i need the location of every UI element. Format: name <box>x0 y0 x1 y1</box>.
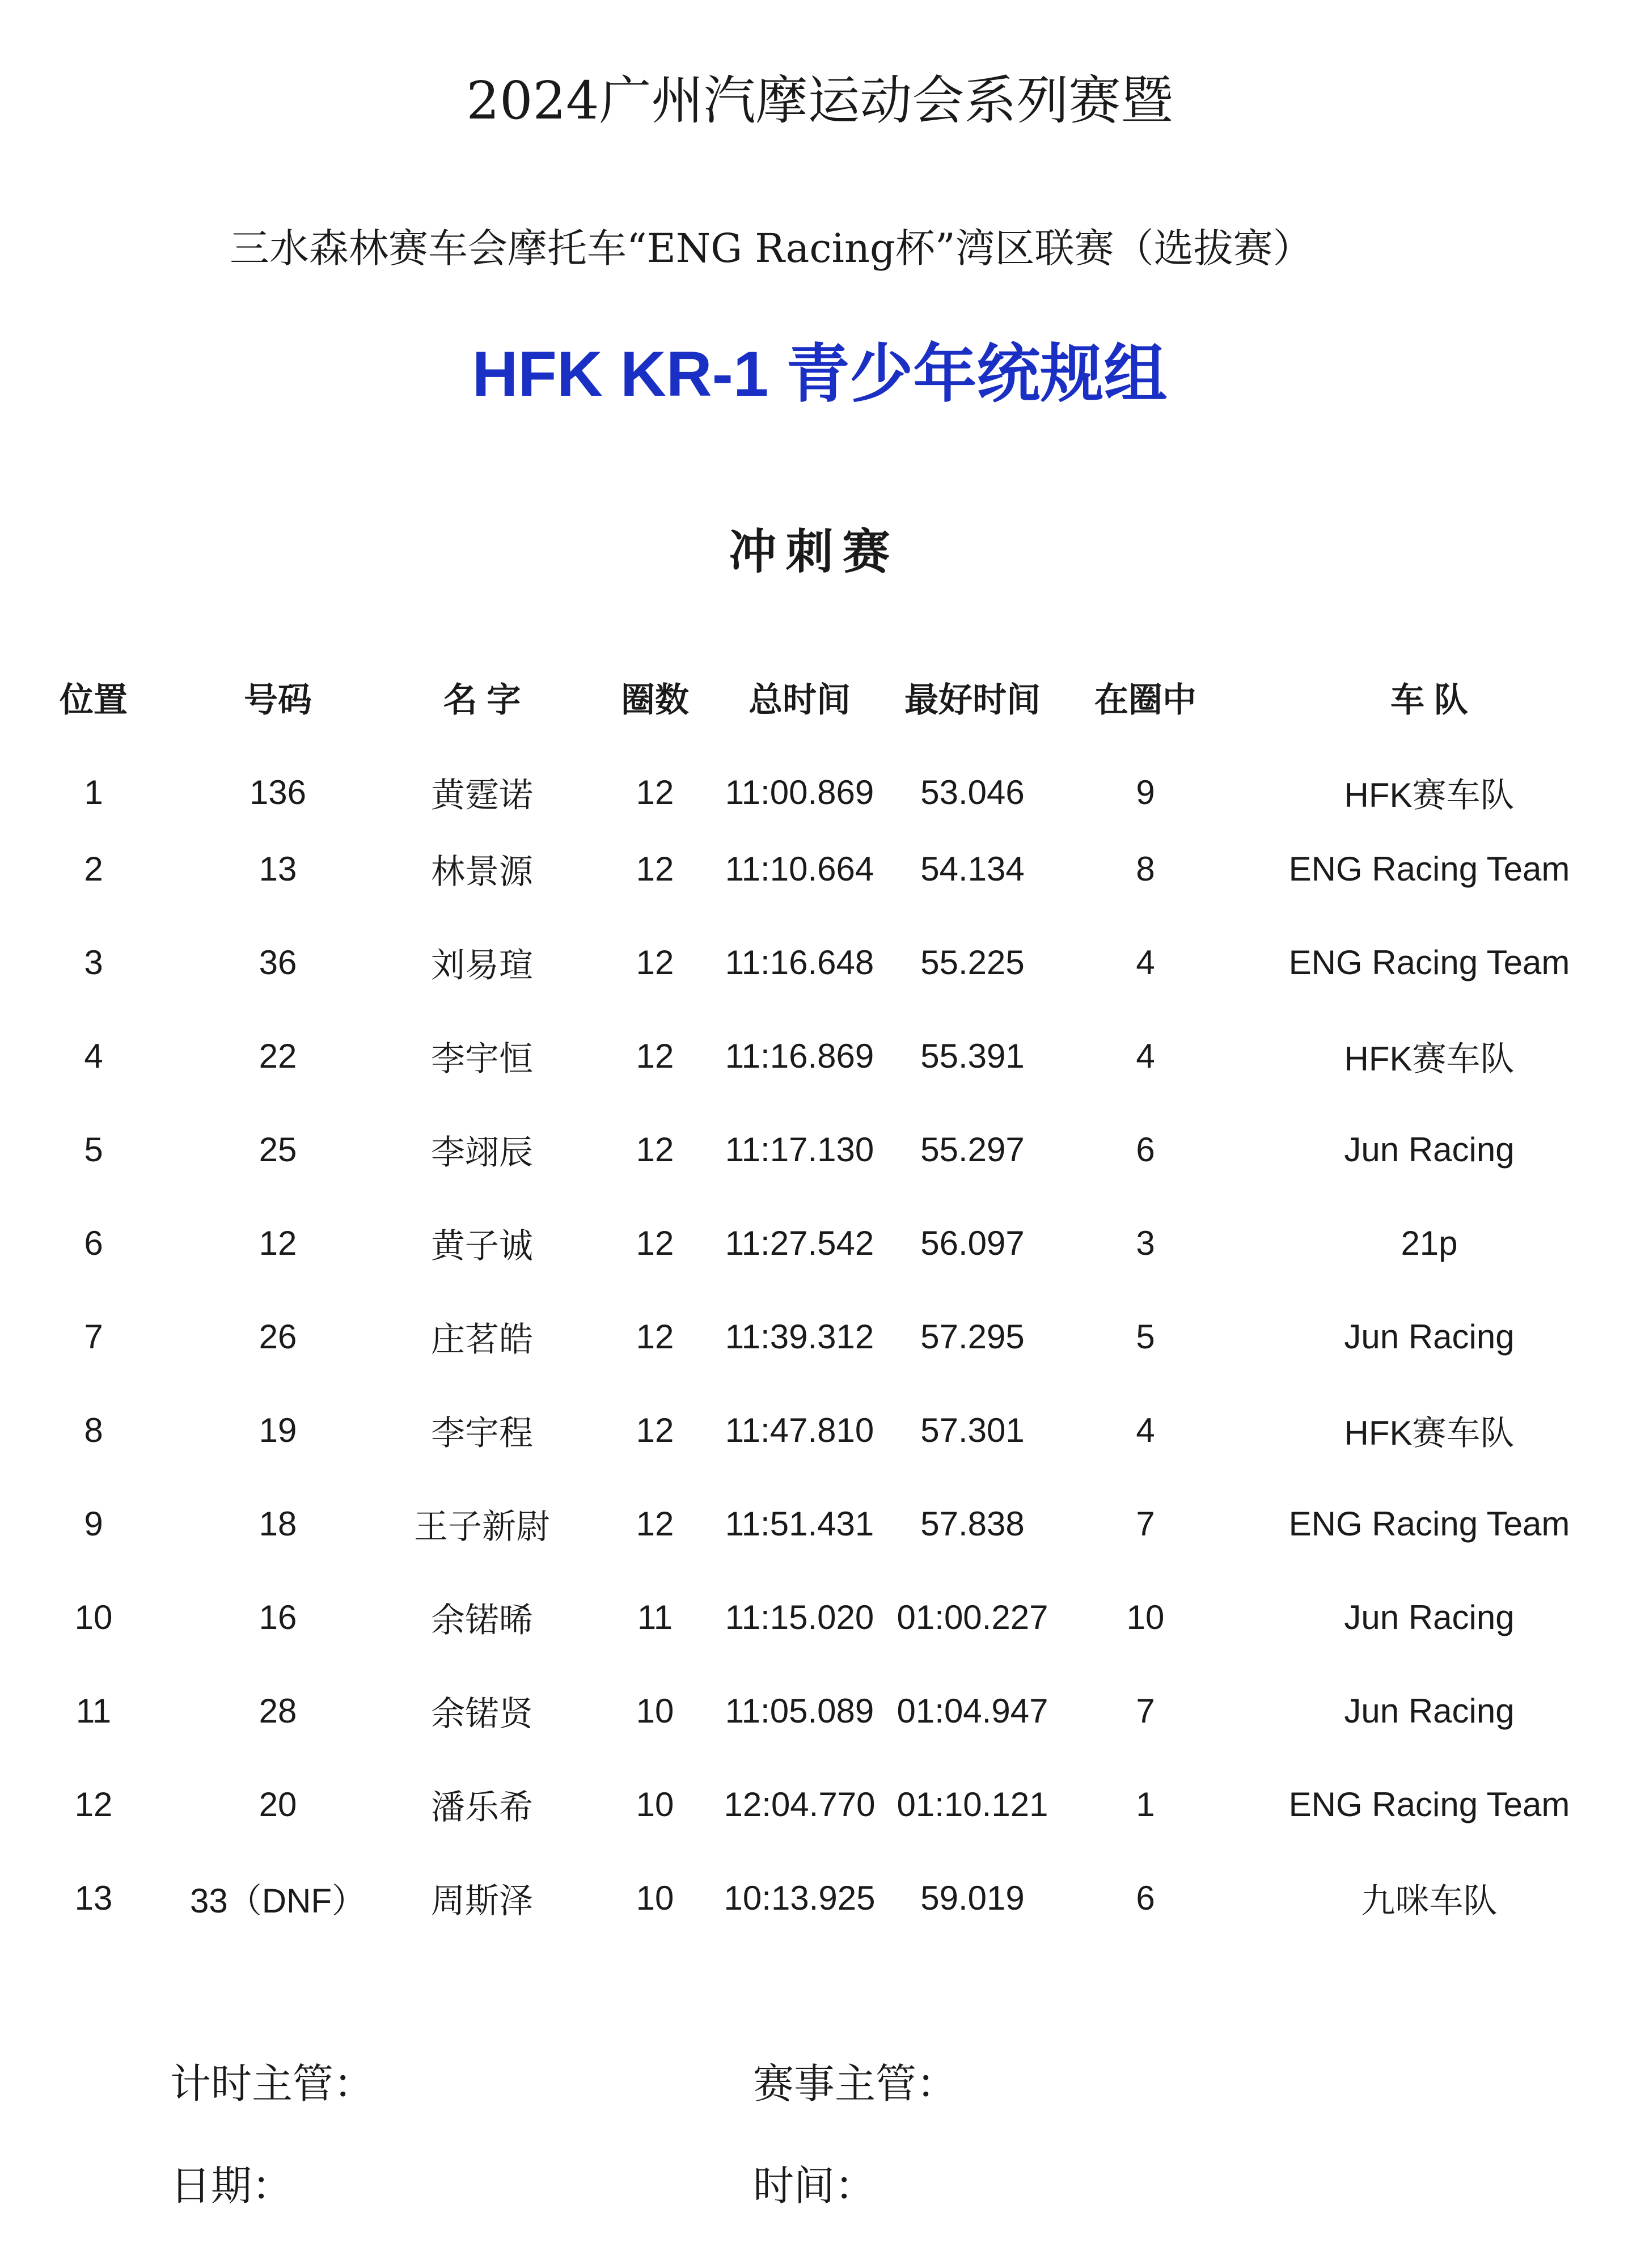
cell-name: 周斯泽 <box>431 1881 533 1920</box>
cell-team: Jun Racing <box>1344 1318 1515 1356</box>
cell-number: 33（DNF） <box>189 1881 366 1920</box>
table-row <box>0 822 1628 916</box>
cell-name: 黄子诚 <box>431 1226 533 1265</box>
cell-name: 刘易瑄 <box>431 946 533 984</box>
cell-total-time: 11:39.312 <box>725 1318 874 1356</box>
column-header-best-time: 最好时间 <box>904 681 1041 719</box>
cell-position: 9 <box>84 1505 103 1543</box>
cell-position: 5 <box>84 1131 103 1169</box>
cell-number: 26 <box>259 1318 297 1356</box>
cell-best-time: 53.046 <box>920 773 1025 811</box>
cell-position: 10 <box>74 1598 113 1636</box>
cell-name: 潘乐希 <box>431 1788 533 1826</box>
table-row <box>0 1290 1628 1383</box>
cell-team: Jun Racing <box>1344 1598 1515 1636</box>
table-row <box>0 1103 1628 1196</box>
cell-best-time: 55.391 <box>920 1037 1025 1075</box>
cell-best-time: 55.225 <box>920 943 1025 981</box>
cell-best-lap: 7 <box>1136 1505 1155 1543</box>
cell-name: 庄茗皓 <box>431 1320 533 1359</box>
cell-best-lap: 1 <box>1136 1785 1155 1823</box>
cell-total-time: 11:00.869 <box>725 773 874 811</box>
cell-team: ENG Racing Team <box>1288 850 1570 888</box>
cell-number: 20 <box>259 1785 297 1823</box>
cell-total-time: 11:51.431 <box>725 1505 874 1543</box>
cell-number: 25 <box>259 1131 297 1169</box>
table-row <box>0 1383 1628 1477</box>
table-header-row <box>0 666 1628 729</box>
cell-laps: 12 <box>636 1318 674 1356</box>
cell-best-time: 56.097 <box>920 1224 1025 1262</box>
table-row <box>0 1477 1628 1571</box>
cell-laps: 10 <box>636 1785 674 1823</box>
table-row <box>0 1571 1628 1664</box>
table-row <box>0 1664 1628 1758</box>
cell-total-time: 11:05.089 <box>725 1692 874 1730</box>
cell-laps: 11 <box>637 1598 673 1636</box>
cell-laps: 12 <box>636 1131 674 1169</box>
table-row <box>0 1758 1628 1851</box>
cell-best-lap: 4 <box>1136 943 1155 981</box>
cell-number: 18 <box>259 1505 297 1543</box>
cell-name: 李宇程 <box>431 1414 533 1452</box>
column-header-position: 位置 <box>60 681 128 719</box>
cell-position: 4 <box>84 1037 103 1075</box>
cell-best-lap: 7 <box>1136 1692 1155 1730</box>
cell-team: Jun Racing <box>1344 1692 1515 1730</box>
cell-total-time: 11:47.810 <box>725 1411 874 1449</box>
cell-number: 16 <box>259 1598 297 1636</box>
category-title: HFK KR-1 青少年统规组 <box>472 338 1168 409</box>
cell-position: 6 <box>84 1224 103 1262</box>
cell-position: 11 <box>75 1692 112 1730</box>
cell-best-time: 57.838 <box>920 1505 1025 1543</box>
cell-position: 7 <box>84 1318 103 1356</box>
cell-best-lap: 9 <box>1136 773 1155 811</box>
cell-laps: 12 <box>636 773 674 811</box>
cell-laps: 12 <box>636 1037 674 1075</box>
cell-total-time: 11:16.869 <box>725 1037 874 1075</box>
column-header-name: 名 字 <box>443 681 521 719</box>
cell-team: HFK赛车队 <box>1344 1414 1515 1452</box>
cell-total-time: 10:13.925 <box>724 1879 876 1917</box>
cell-number: 13 <box>259 850 297 888</box>
cell-laps: 10 <box>636 1692 674 1730</box>
cell-team: HFK赛车队 <box>1344 776 1515 814</box>
column-header-laps: 圈数 <box>621 681 689 719</box>
timing-supervisor-label: 计时主管： <box>170 2060 375 2108</box>
cell-name: 王子新尉 <box>414 1507 550 1546</box>
cell-position: 8 <box>84 1411 103 1449</box>
cell-best-lap: 10 <box>1126 1598 1165 1636</box>
cell-best-lap: 4 <box>1136 1411 1155 1449</box>
column-header-team: 车 队 <box>1390 681 1468 719</box>
document-title: 2024广州汽摩运动会系列赛暨 <box>466 70 1173 131</box>
event-supervisor-label: 赛事主管： <box>753 2060 958 2108</box>
cell-laps: 12 <box>636 850 674 888</box>
cell-name: 余锘晞 <box>431 1601 533 1639</box>
table-row <box>0 729 1628 822</box>
cell-best-time: 57.295 <box>920 1318 1025 1356</box>
cell-position: 12 <box>74 1785 113 1823</box>
cell-best-time: 59.019 <box>920 1879 1025 1917</box>
cell-total-time: 11:15.020 <box>725 1598 874 1636</box>
cell-team: 九咪车队 <box>1361 1881 1498 1920</box>
cell-best-time: 55.297 <box>920 1131 1025 1169</box>
column-header-number: 号码 <box>244 681 312 719</box>
event-subtitle: 三水森林赛车会摩托车“ENG Racing杯”湾区联赛（选拔赛） <box>230 225 1313 272</box>
column-header-best-lap: 在圈中 <box>1094 681 1196 719</box>
column-header-total-time: 总时间 <box>749 681 851 719</box>
cell-total-time: 11:16.648 <box>725 943 874 981</box>
cell-laps: 12 <box>636 1224 674 1262</box>
cell-laps: 12 <box>636 943 674 981</box>
cell-number: 136 <box>249 773 307 811</box>
cell-name: 余锘贤 <box>431 1694 533 1733</box>
cell-total-time: 12:04.770 <box>724 1785 876 1823</box>
cell-total-time: 11:27.542 <box>725 1224 874 1262</box>
cell-best-lap: 5 <box>1136 1318 1155 1356</box>
results-table <box>0 666 1628 1945</box>
cell-best-lap: 6 <box>1136 1131 1155 1169</box>
cell-number: 36 <box>259 943 297 981</box>
cell-best-lap: 4 <box>1136 1037 1155 1075</box>
cell-number: 22 <box>259 1037 297 1075</box>
cell-name: 李宇恒 <box>431 1039 533 1078</box>
table-row <box>0 1196 1628 1290</box>
cell-number: 12 <box>259 1224 297 1262</box>
cell-position: 2 <box>84 850 103 888</box>
cell-team: ENG Racing Team <box>1288 1505 1570 1543</box>
date-label: 日期： <box>170 2162 293 2210</box>
cell-total-time: 11:10.664 <box>725 850 874 888</box>
table-body <box>0 729 1628 1945</box>
cell-best-lap: 6 <box>1136 1879 1155 1917</box>
cell-laps: 10 <box>636 1879 674 1917</box>
cell-team: ENG Racing Team <box>1288 943 1570 981</box>
cell-name: 李翊辰 <box>431 1133 533 1171</box>
cell-name: 黄霆诺 <box>431 776 533 814</box>
cell-number: 28 <box>259 1692 297 1730</box>
cell-team: 21p <box>1401 1224 1458 1262</box>
cell-laps: 12 <box>636 1505 674 1543</box>
table-row <box>0 916 1628 1009</box>
cell-best-time: 01:10.121 <box>897 1785 1048 1823</box>
cell-best-time: 54.134 <box>920 850 1025 888</box>
cell-position: 1 <box>84 773 103 811</box>
time-label: 时间： <box>753 2162 876 2210</box>
table-row <box>0 1851 1628 1945</box>
cell-best-time: 57.301 <box>920 1411 1025 1449</box>
cell-team: ENG Racing Team <box>1288 1785 1570 1823</box>
race-type-title: 冲刺赛 <box>729 525 899 578</box>
table-row <box>0 1009 1628 1103</box>
cell-name: 林景源 <box>431 852 533 891</box>
cell-number: 19 <box>259 1411 297 1449</box>
cell-best-lap: 8 <box>1136 850 1155 888</box>
cell-position: 13 <box>74 1879 113 1917</box>
cell-team: Jun Racing <box>1344 1131 1515 1169</box>
cell-best-lap: 3 <box>1136 1224 1155 1262</box>
cell-position: 3 <box>84 943 103 981</box>
cell-best-time: 01:00.227 <box>897 1598 1048 1636</box>
cell-total-time: 11:17.130 <box>725 1131 874 1169</box>
cell-team: HFK赛车队 <box>1344 1039 1515 1078</box>
cell-best-time: 01:04.947 <box>897 1692 1048 1730</box>
cell-laps: 12 <box>636 1411 674 1449</box>
